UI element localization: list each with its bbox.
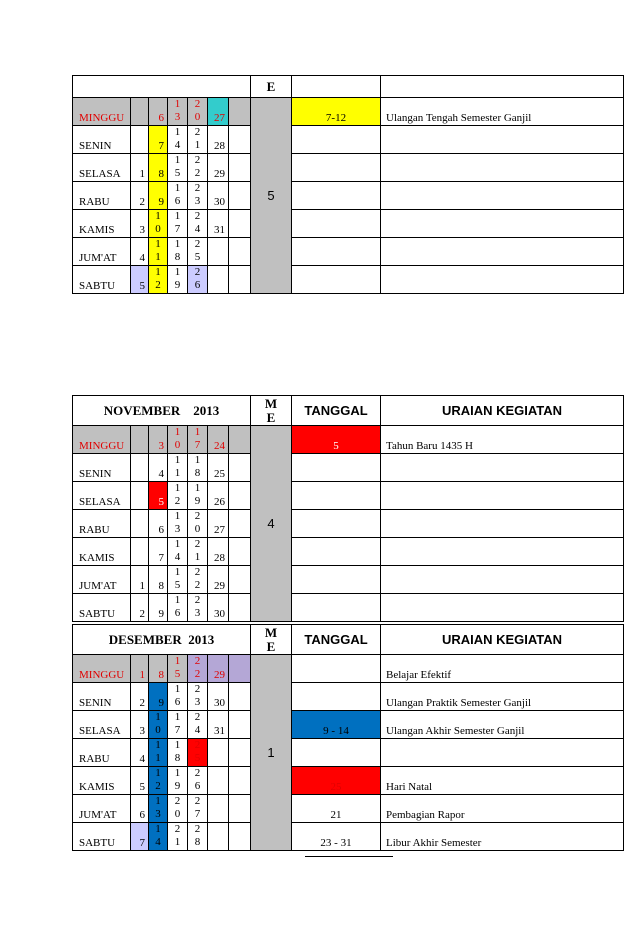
empty-cell bbox=[229, 683, 251, 711]
empty-cell bbox=[229, 566, 251, 594]
day-label: MINGGU bbox=[73, 426, 131, 454]
date-cell: 2 1 bbox=[188, 126, 208, 154]
date-cell: 1 bbox=[131, 655, 149, 683]
date-cell: 1 0 bbox=[168, 426, 188, 454]
uraian-cell bbox=[381, 510, 624, 538]
uraian-cell: Ulangan Praktik Semester Ganjil bbox=[381, 683, 624, 711]
day-label: SABTU bbox=[73, 823, 131, 851]
date-cell: 1 3 bbox=[168, 510, 188, 538]
date-cell: 3 bbox=[131, 210, 149, 238]
date-cell: 2 bbox=[131, 182, 149, 210]
empty-cell bbox=[229, 154, 251, 182]
tanggal-cell bbox=[292, 739, 381, 767]
date-cell: 7 bbox=[149, 126, 168, 154]
date-cell: 1 7 bbox=[188, 426, 208, 454]
date-cell: 2 8 bbox=[188, 823, 208, 851]
date-cell: 9 bbox=[149, 182, 168, 210]
day-label: RABU bbox=[73, 510, 131, 538]
date-cell: 30 bbox=[208, 683, 229, 711]
tanggal-cell: 9 - 14 bbox=[292, 711, 381, 739]
date-cell: 6 bbox=[149, 98, 168, 126]
empty-cell bbox=[229, 454, 251, 482]
date-cell: 2 bbox=[131, 683, 149, 711]
uraian-cell bbox=[381, 266, 624, 294]
empty-cell bbox=[229, 482, 251, 510]
day-label: SENIN bbox=[73, 683, 131, 711]
date-cell: 2 5 bbox=[188, 739, 208, 767]
tanggal-cell bbox=[292, 510, 381, 538]
date-cell: 26 bbox=[208, 482, 229, 510]
date-cell: 1 5 bbox=[168, 154, 188, 182]
november-tanggal-header: TANGGAL bbox=[292, 396, 381, 426]
date-cell: 24 bbox=[208, 426, 229, 454]
tanggal-cell bbox=[292, 238, 381, 266]
uraian-cell: Pembagian Rapor bbox=[381, 795, 624, 823]
empty-cell bbox=[229, 795, 251, 823]
empty-cell bbox=[208, 795, 229, 823]
date-cell: 1 7 bbox=[168, 711, 188, 739]
tanggal-cell bbox=[292, 182, 381, 210]
tanggal-cell bbox=[292, 210, 381, 238]
empty-cell bbox=[229, 182, 251, 210]
date-cell: 4 bbox=[149, 454, 168, 482]
uraian-cell bbox=[381, 566, 624, 594]
date-cell: 1 6 bbox=[168, 182, 188, 210]
empty-cell bbox=[229, 655, 251, 683]
empty-cell bbox=[229, 426, 251, 454]
day-label: SABTU bbox=[73, 594, 131, 622]
empty-cell bbox=[229, 126, 251, 154]
date-cell: 2 3 bbox=[188, 594, 208, 622]
day-label: JUM'AT bbox=[73, 238, 131, 266]
empty-cell bbox=[208, 823, 229, 851]
week-number-cell: 5 bbox=[251, 98, 292, 294]
date-cell: 2 7 bbox=[188, 795, 208, 823]
december-title: DESEMBER 2013 bbox=[73, 625, 251, 655]
tanggal-cell: 5 bbox=[292, 426, 381, 454]
date-cell: 1 4 bbox=[149, 823, 168, 851]
december-tanggal-header: TANGGAL bbox=[292, 625, 381, 655]
day-label: SENIN bbox=[73, 126, 131, 154]
date-cell: 27 bbox=[208, 98, 229, 126]
tanggal-cell: 25 bbox=[292, 767, 381, 795]
date-cell: 2 3 bbox=[188, 683, 208, 711]
date-cell: 2 2 bbox=[188, 655, 208, 683]
tanggal-cell bbox=[292, 566, 381, 594]
empty-cell bbox=[229, 510, 251, 538]
uraian-cell bbox=[381, 594, 624, 622]
empty-cell bbox=[208, 767, 229, 795]
date-cell: 2 0 bbox=[168, 795, 188, 823]
date-cell bbox=[131, 482, 149, 510]
date-cell: 1 9 bbox=[188, 482, 208, 510]
date-cell: 1 2 bbox=[149, 266, 168, 294]
date-cell bbox=[131, 98, 149, 126]
date-cell: 2 1 bbox=[168, 823, 188, 851]
uraian-cell bbox=[381, 182, 624, 210]
day-label: KAMIS bbox=[73, 767, 131, 795]
date-cell: 1 2 bbox=[149, 767, 168, 795]
december-me-header: M E bbox=[251, 625, 292, 655]
uraian-cell: Libur Akhir Semester bbox=[381, 823, 624, 851]
date-cell bbox=[131, 538, 149, 566]
day-label: KAMIS bbox=[73, 210, 131, 238]
empty-cell bbox=[229, 823, 251, 851]
day-label: RABU bbox=[73, 182, 131, 210]
day-label: KAMIS bbox=[73, 538, 131, 566]
date-cell: 1 4 bbox=[168, 538, 188, 566]
october-title-cell bbox=[73, 76, 251, 98]
empty-cell bbox=[229, 98, 251, 126]
date-cell: 1 2 bbox=[168, 482, 188, 510]
date-cell: 25 bbox=[208, 454, 229, 482]
tanggal-cell bbox=[292, 655, 381, 683]
day-label: JUM'AT bbox=[73, 566, 131, 594]
empty-cell bbox=[229, 538, 251, 566]
date-cell: 1 8 bbox=[168, 739, 188, 767]
october-calendar-table bbox=[72, 75, 624, 294]
date-cell: 29 bbox=[208, 154, 229, 182]
october-me-header: E bbox=[251, 76, 292, 98]
date-cell: 1 bbox=[131, 566, 149, 594]
date-cell: 5 bbox=[149, 482, 168, 510]
date-cell: 2 bbox=[131, 594, 149, 622]
date-cell: 1 4 bbox=[168, 126, 188, 154]
date-cell: 4 bbox=[131, 238, 149, 266]
empty-cell bbox=[229, 594, 251, 622]
date-cell: 8 bbox=[149, 154, 168, 182]
uraian-cell: Tahun Baru 1435 H bbox=[381, 426, 624, 454]
date-cell: 29 bbox=[208, 566, 229, 594]
date-cell: 28 bbox=[208, 126, 229, 154]
date-cell: 28 bbox=[208, 538, 229, 566]
empty-cell bbox=[229, 238, 251, 266]
empty-cell bbox=[229, 767, 251, 795]
week-number-cell: 1 bbox=[251, 655, 292, 851]
date-cell: 2 6 bbox=[188, 767, 208, 795]
date-cell: 27 bbox=[208, 510, 229, 538]
uraian-cell bbox=[381, 482, 624, 510]
tanggal-cell bbox=[292, 594, 381, 622]
november-me-header: M E bbox=[251, 396, 292, 426]
october-tanggal-header bbox=[292, 76, 381, 98]
uraian-cell: Ulangan Akhir Semester Ganjil bbox=[381, 711, 624, 739]
date-cell: 2 3 bbox=[188, 182, 208, 210]
day-label: MINGGU bbox=[73, 655, 131, 683]
date-cell: 1 9 bbox=[168, 266, 188, 294]
date-cell: 1 6 bbox=[168, 683, 188, 711]
day-label: RABU bbox=[73, 739, 131, 767]
date-cell: 2 5 bbox=[188, 238, 208, 266]
date-cell: 1 1 bbox=[168, 454, 188, 482]
uraian-cell bbox=[381, 210, 624, 238]
date-cell: 9 bbox=[149, 594, 168, 622]
date-cell: 8 bbox=[149, 655, 168, 683]
tanggal-cell bbox=[292, 126, 381, 154]
signature-rule bbox=[305, 856, 393, 857]
tanggal-cell bbox=[292, 538, 381, 566]
date-cell: 3 bbox=[131, 711, 149, 739]
date-cell: 2 1 bbox=[188, 538, 208, 566]
date-cell: 1 1 bbox=[149, 739, 168, 767]
date-cell: 2 0 bbox=[188, 98, 208, 126]
uraian-cell bbox=[381, 154, 624, 182]
tanggal-cell bbox=[292, 683, 381, 711]
day-label: SELASA bbox=[73, 711, 131, 739]
date-cell: 2 6 bbox=[188, 266, 208, 294]
uraian-cell bbox=[381, 238, 624, 266]
day-label: SELASA bbox=[73, 482, 131, 510]
date-cell: 1 bbox=[131, 154, 149, 182]
date-cell: 1 0 bbox=[149, 711, 168, 739]
day-label: SABTU bbox=[73, 266, 131, 294]
day-label: MINGGU bbox=[73, 98, 131, 126]
november-calendar-table bbox=[72, 395, 624, 622]
date-cell: 30 bbox=[208, 182, 229, 210]
date-cell: 1 5 bbox=[168, 566, 188, 594]
date-cell: 2 4 bbox=[188, 711, 208, 739]
date-cell: 31 bbox=[208, 711, 229, 739]
date-cell: 5 bbox=[131, 767, 149, 795]
date-cell: 1 6 bbox=[168, 594, 188, 622]
uraian-cell bbox=[381, 739, 624, 767]
date-cell: 31 bbox=[208, 210, 229, 238]
date-cell bbox=[131, 426, 149, 454]
date-cell: 2 2 bbox=[188, 566, 208, 594]
november-title: NOVEMBER 2013 bbox=[73, 396, 251, 426]
uraian-cell: Hari Natal bbox=[381, 767, 624, 795]
date-cell: 5 bbox=[131, 266, 149, 294]
empty-cell bbox=[229, 266, 251, 294]
date-cell: 1 8 bbox=[168, 238, 188, 266]
date-cell: 7 bbox=[131, 823, 149, 851]
date-cell: 2 0 bbox=[188, 510, 208, 538]
empty-cell bbox=[229, 711, 251, 739]
date-cell bbox=[131, 510, 149, 538]
week-number-cell: 4 bbox=[251, 426, 292, 622]
date-cell: 6 bbox=[131, 795, 149, 823]
date-cell: 1 5 bbox=[168, 655, 188, 683]
date-cell: 9 bbox=[149, 683, 168, 711]
date-cell: 1 9 bbox=[168, 767, 188, 795]
tanggal-cell: 23 - 31 bbox=[292, 823, 381, 851]
date-cell: 4 bbox=[131, 739, 149, 767]
date-cell: 1 8 bbox=[188, 454, 208, 482]
date-cell: 30 bbox=[208, 594, 229, 622]
date-cell: 7 bbox=[149, 538, 168, 566]
uraian-cell: Ulangan Tengah Semester Ganjil bbox=[381, 98, 624, 126]
day-label: JUM'AT bbox=[73, 795, 131, 823]
december-uraian-header: URAIAN KEGIATAN bbox=[381, 625, 624, 655]
date-cell: 6 bbox=[149, 510, 168, 538]
tanggal-cell: 21 bbox=[292, 795, 381, 823]
empty-cell bbox=[208, 266, 229, 294]
november-uraian-header: URAIAN KEGIATAN bbox=[381, 396, 624, 426]
uraian-cell: Belajar Efektif bbox=[381, 655, 624, 683]
date-cell: 3 bbox=[149, 426, 168, 454]
day-label: SELASA bbox=[73, 154, 131, 182]
empty-cell bbox=[208, 739, 229, 767]
date-cell bbox=[131, 126, 149, 154]
tanggal-cell bbox=[292, 266, 381, 294]
uraian-cell bbox=[381, 126, 624, 154]
december-calendar-table bbox=[72, 624, 624, 851]
date-cell: 1 7 bbox=[168, 210, 188, 238]
day-label: SENIN bbox=[73, 454, 131, 482]
october-uraian-header bbox=[381, 76, 624, 98]
date-cell: 1 3 bbox=[149, 795, 168, 823]
empty-cell bbox=[229, 739, 251, 767]
date-cell: 2 4 bbox=[188, 210, 208, 238]
uraian-cell bbox=[381, 538, 624, 566]
date-cell: 2 2 bbox=[188, 154, 208, 182]
tanggal-cell: 7-12 bbox=[292, 98, 381, 126]
uraian-cell bbox=[381, 454, 624, 482]
tanggal-cell bbox=[292, 154, 381, 182]
date-cell: 1 3 bbox=[168, 98, 188, 126]
date-cell: 8 bbox=[149, 566, 168, 594]
date-cell: 1 1 bbox=[149, 238, 168, 266]
date-cell: 29 bbox=[208, 655, 229, 683]
empty-cell bbox=[208, 238, 229, 266]
date-cell: 1 0 bbox=[149, 210, 168, 238]
date-cell bbox=[131, 454, 149, 482]
empty-cell bbox=[229, 210, 251, 238]
tanggal-cell bbox=[292, 454, 381, 482]
tanggal-cell bbox=[292, 482, 381, 510]
